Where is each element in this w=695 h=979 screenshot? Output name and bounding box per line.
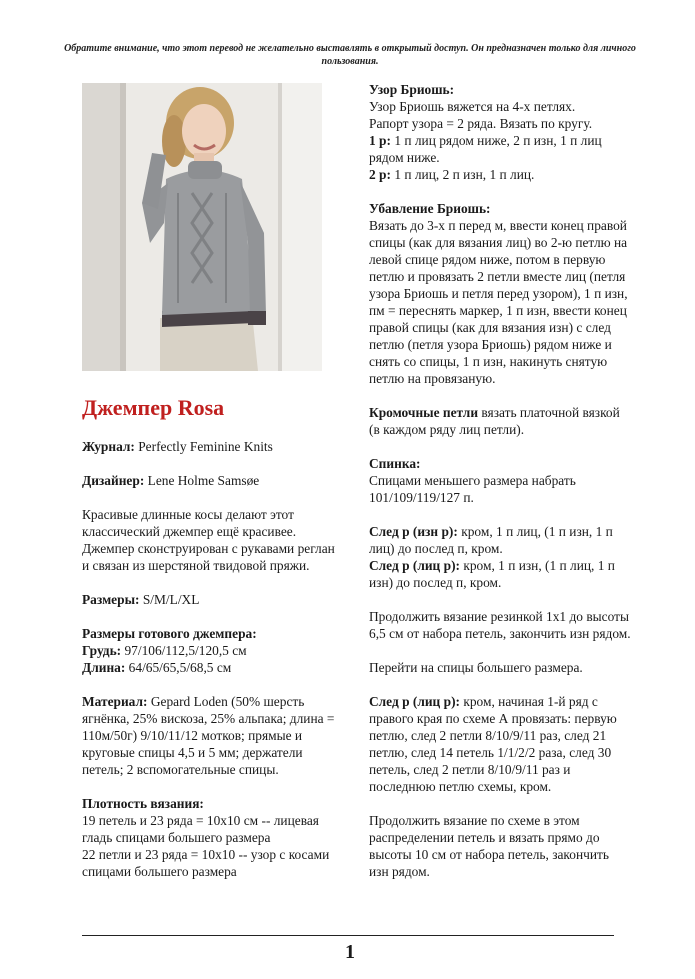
designer-value: Lene Holme Samsøe — [147, 473, 260, 488]
gauge-stockinette: 19 петель и 23 ряда = 10x10 см -- лицевая гладь спицами большего размера — [82, 813, 319, 845]
gauge-heading — [82, 795, 342, 812]
length-line — [82, 659, 342, 676]
decrease-title: Убавление Бриошь: — [369, 201, 491, 216]
description: Красивые длинные косы делают этот классический джемпер ещё красивее. Джемпер сконструирован с рукавами реглан и связан из шерстяной твидовой пряжи. — [82, 507, 335, 573]
material-line — [82, 693, 342, 778]
pattern-title: Джемпер Rosa — [82, 395, 225, 420]
designer-label: Дизайнер: — [82, 473, 145, 488]
right-column — [369, 81, 631, 880]
gauge-cable: 22 петли и 23 ряда = 10x10 -- узор с косами спицами большего размера — [82, 847, 330, 879]
rib-text: Продолжить вязание резинкой 1x1 до высоты 6,5 см от набора петель, закончить изн рядом. — [369, 609, 631, 641]
sizes-value: S/M/L/XL — [142, 592, 200, 607]
row1-label: 1 р: — [369, 133, 391, 148]
rs-row-label: След р (лиц р): — [369, 558, 460, 573]
sizes-line — [82, 591, 342, 608]
brioche-title: Узор Бриошь: — [369, 82, 455, 97]
row2-line — [369, 166, 631, 183]
brioche-text-2: Рапорт узора = 2 ряда. Вязать по кругу. — [369, 116, 593, 131]
edge-label: Кромочные петли — [369, 405, 479, 420]
row1-value: 1 п лиц рядом ниже, 2 п изн, 1 п лиц рядом ниже. — [369, 133, 602, 165]
designer-line — [82, 472, 342, 489]
ws-row-line — [369, 523, 631, 557]
chest-line — [82, 642, 342, 659]
decrease-text: Вязать до 3-х п перед м, ввести конец правой спицы (как для вязания лиц) во 2-ю петлю на левой спице рядом ниже, потом в первую петлю и провязать 2 петли вместе лиц (петля узора Бриошь и петля перед узором), 1 п изн, пм = переснять маркер, 1 п изн, ввести конец правой спицы (как для вязания изн) с след петлю (петля узора Бриошь) рядом ниже и снять со спицы, 1 п изн, накинуть снятую петлю на провязаную. — [369, 218, 628, 386]
footer-divider — [82, 935, 614, 936]
back-text: Спицами меньшего размера набрать 101/109/119/127 п. — [369, 473, 576, 505]
rs-row-line — [369, 557, 631, 591]
row2-label: 2 р: — [369, 167, 391, 182]
continue-text: Продолжить вязание по схеме в этом распределении петель и вязать прямо до высоты 10 см от набора петель, закончить изн рядом. — [369, 813, 609, 879]
length-value: 64/65/65,5/68,5 см — [128, 660, 232, 675]
material-label: Материал: — [82, 694, 148, 709]
gauge-label: Плотность вязания: — [82, 796, 204, 811]
rs-row-2-line — [369, 693, 631, 795]
row1-line — [369, 132, 631, 166]
chest-value: 97/106/112,5/120,5 см — [124, 643, 247, 658]
material-value: Gepard Loden (50% шерсть ягнёнка, 25% вискоза, 25% альпака; длина = 110м/50г) 9/10/11/12 мотков; прямые и круговые спицы 4,5 и 5 мм; держатели петель; 2 вспомогательные спицы. — [82, 694, 335, 777]
decrease-heading — [369, 200, 631, 217]
sizes-label: Размеры: — [82, 592, 140, 607]
chest-label: Грудь: — [82, 643, 122, 658]
page-number: 1 — [345, 941, 355, 963]
brioche-text-1: Узор Бриошь вяжется на 4-х петлях. — [369, 99, 576, 114]
magazine-line — [82, 438, 342, 455]
back-heading — [369, 455, 631, 472]
row2-value: 1 п лиц, 2 п изн, 1 п лиц. — [394, 167, 535, 182]
sweater-photo — [82, 83, 322, 371]
length-label: Длина: — [82, 660, 126, 675]
brioche-heading — [369, 81, 631, 98]
rs-row-2-value: кром, начиная 1-й ряд с правого края по схеме А провязать: первую петлю, след 2 петли 8/10/9/11 раз, след 21 петлю, след 14 петель 1/1/2/2 раза, след 30 петель, след 2 петли 8/10/9/11 раз и последнюю петлю схемы, кром. — [369, 694, 617, 794]
edge-line — [369, 404, 631, 438]
edge-value: вязать платочной вязкой (в каждом ряду лиц петли). — [369, 405, 620, 437]
usage-notice: Обратите внимание, что этот перевод не желательно выставлять в открытый доступ. Он предназначен только для личного пользования. — [64, 43, 636, 67]
ws-row-value: кром, 1 п лиц, (1 п изн, 1 п лиц) до послед п, кром. — [369, 524, 613, 556]
finished-label: Размеры готового джемпера: — [82, 626, 257, 641]
back-title: Спинка: — [369, 456, 421, 471]
switch-needles-text: Перейти на спицы большего размера. — [369, 660, 583, 675]
finished-heading — [82, 625, 342, 642]
magazine-value: Perfectly Feminine Knits — [138, 439, 273, 454]
ws-row-label: След р (изн р): — [369, 524, 458, 539]
rs-row-value: кром, 1 п изн, (1 п лиц, 1 п изн) до послед п, кром. — [369, 558, 615, 590]
left-column — [82, 388, 342, 880]
magazine-label: Журнал: — [82, 439, 135, 454]
rs-row-2-label: След р (лиц р): — [369, 694, 460, 709]
